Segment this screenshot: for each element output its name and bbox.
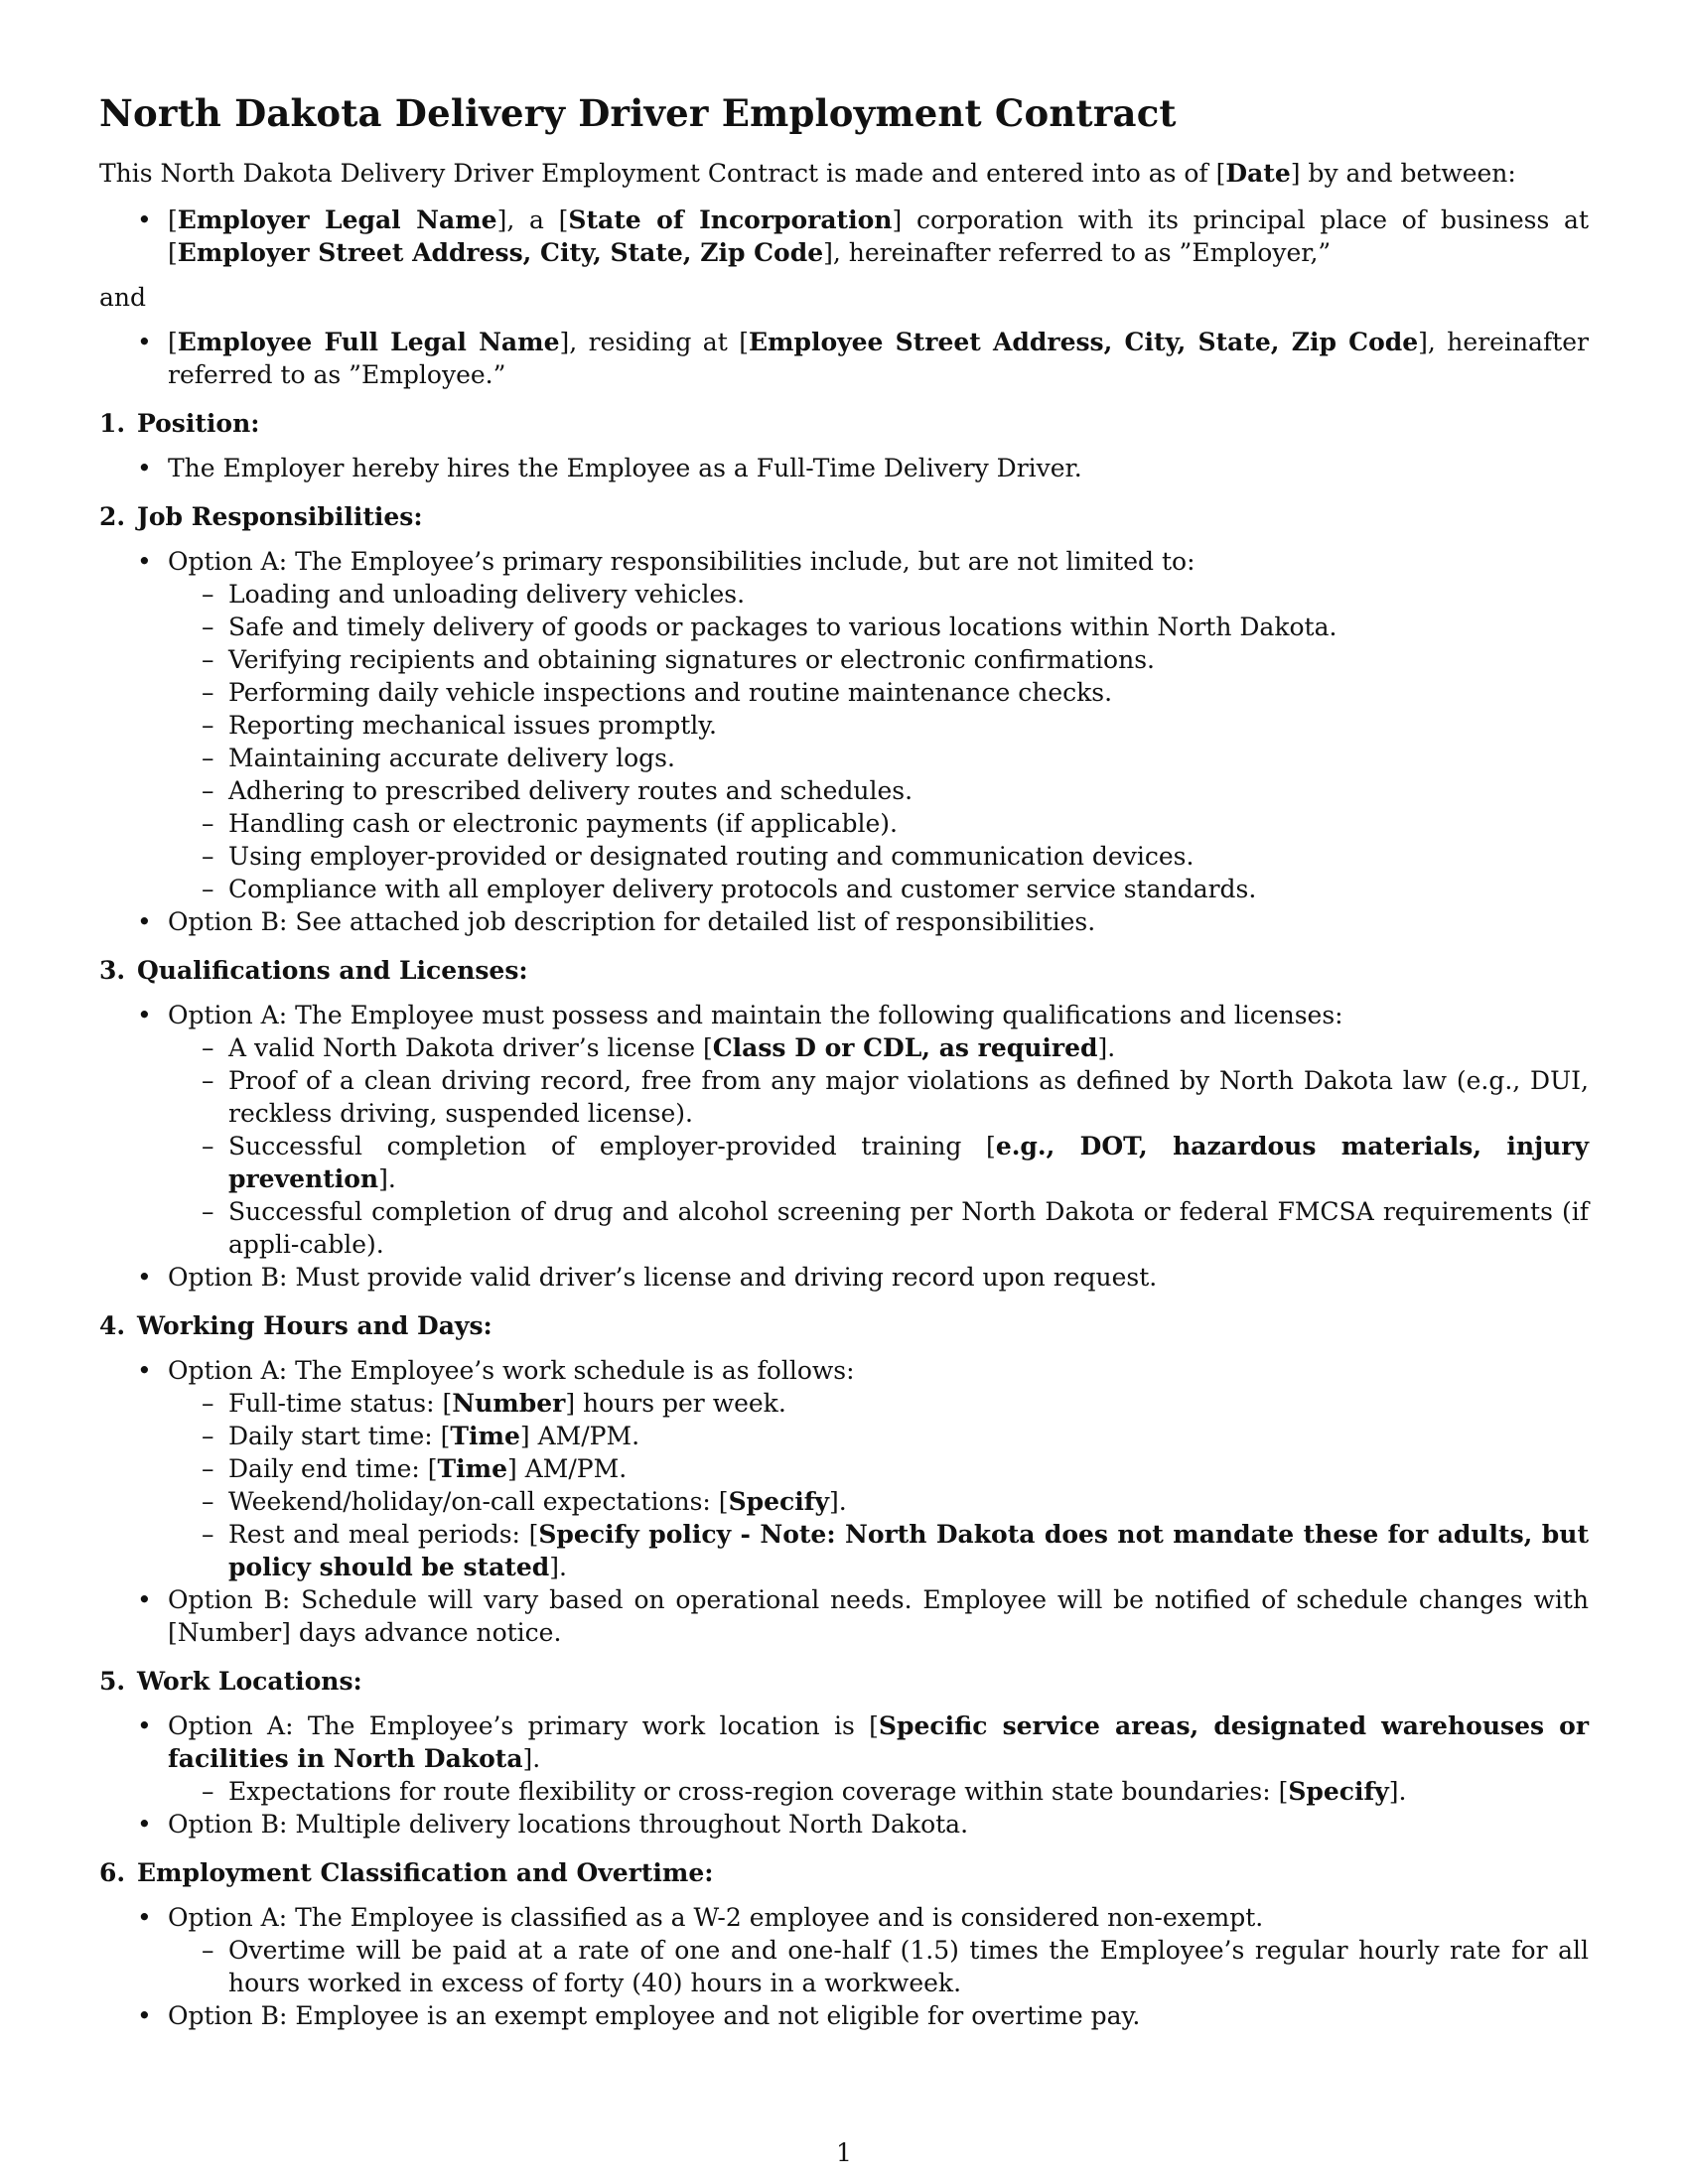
intro-text-end: ] by and between:: [1290, 159, 1516, 188]
dash-icon: –: [202, 842, 214, 871]
option-text: ].: [522, 1744, 541, 1773]
item-text: Verifying recipients and obtaining signatures or electronic confirmations.: [228, 645, 1155, 674]
bullet-icon: •: [137, 907, 152, 936]
state-placeholder: State of Incorporation: [568, 205, 893, 234]
list-item: [168, 1485, 1589, 1518]
dash-icon: –: [202, 1422, 214, 1450]
section-2-list: [99, 545, 1589, 938]
dash-icon: –: [202, 1520, 214, 1549]
section-title: Job Responsibilities:: [137, 502, 423, 531]
page-number: 1: [836, 2138, 852, 2167]
dash-icon: –: [202, 711, 214, 740]
bracket: [: [168, 205, 178, 234]
dash-icon: –: [202, 1033, 214, 1062]
section-number: 5.: [99, 1667, 126, 1696]
option-b: [99, 905, 1589, 938]
list-item: [168, 643, 1589, 676]
section-6-list: [99, 1901, 1589, 2032]
intro-text: This North Dakota Delivery Driver Employment Contract is made and entered into as of [: [99, 159, 1226, 188]
section-3-list: [99, 999, 1589, 1294]
section-number: 1.: [99, 409, 126, 438]
dash-icon: –: [202, 776, 214, 805]
document-title: North Dakota Delivery Driver Employment Contract: [99, 91, 1177, 135]
dash-icon: –: [202, 580, 214, 609]
item-text: Weekend/holiday/on-call expectations: [: [228, 1487, 729, 1516]
option-text: Option B: Multiple delivery locations throughout North Dakota.: [168, 1810, 969, 1839]
item-text: ].: [549, 1553, 567, 1581]
list-item: [168, 1518, 1589, 1583]
item-text: ] hours per week.: [565, 1389, 786, 1418]
intro-paragraph: [99, 157, 1589, 190]
item-text: Expectations for route flexibility or cross-region coverage within state boundaries: [: [228, 1777, 1289, 1806]
item-text: Proof of a clean driving record, free from any major violations as defined by North Dakota law (e.g., DUI, reckless driving, suspended license).: [228, 1066, 1589, 1128]
bullet-icon: •: [137, 1001, 152, 1029]
option-text: Option B: Employee is an exempt employee and not eligible for overtime pay.: [168, 2001, 1141, 2030]
list-item: [168, 807, 1589, 840]
section-heading: [99, 954, 1589, 987]
placeholder-text: Specific service areas, designated warehouses or facilities in North Dakota: [168, 1711, 1589, 1773]
item-text: Using employer-provided or designated routing and communication devices.: [228, 842, 1195, 871]
dash-icon: –: [202, 809, 214, 838]
date-placeholder: Date: [1225, 159, 1291, 188]
item-text: Daily end time: [: [228, 1454, 438, 1483]
option-b: [99, 1261, 1589, 1294]
responsibility-list: [168, 578, 1589, 905]
option-b: [99, 1999, 1589, 2032]
dash-icon: –: [202, 678, 214, 707]
bullet-icon: •: [137, 1711, 152, 1740]
list-item: [168, 676, 1589, 709]
section-heading: [99, 407, 1589, 440]
placeholder-text: e.g., DOT, hazardous materials, injury prevention: [228, 1132, 1589, 1193]
placeholder-text: Specify: [728, 1487, 830, 1516]
option-a: [99, 1354, 1589, 1583]
list-item: [168, 709, 1589, 742]
option-text: Option B: See attached job description for detailed list of responsibilities.: [168, 907, 1096, 936]
section-title: Qualifications and Licenses:: [137, 956, 528, 985]
item-text: Daily start time: [: [228, 1422, 451, 1450]
placeholder-text: Specify: [1288, 1777, 1389, 1806]
item-text: Handling cash or electronic payments (if applicable).: [228, 809, 898, 838]
list-item: [168, 578, 1589, 611]
option-text: Option B: Must provide valid driver’s license and driving record upon request.: [168, 1263, 1158, 1292]
option-a: [99, 1901, 1589, 1999]
placeholder-text: Class D or CDL, as required: [712, 1033, 1098, 1062]
list-item: [168, 742, 1589, 774]
employer-name-placeholder: Employer Legal Name: [177, 205, 497, 234]
list-item: [168, 774, 1589, 807]
item-text: ].: [829, 1487, 847, 1516]
dash-icon: –: [202, 1454, 214, 1483]
section-number: 4.: [99, 1311, 126, 1340]
option-text: Option A: The Employee’s primary responsibilities include, but are not limited to:: [168, 547, 1196, 576]
item-text: ].: [1388, 1777, 1407, 1806]
bullet-icon: •: [137, 1585, 152, 1614]
section-number: 6.: [99, 1858, 126, 1887]
bracket: [: [168, 328, 178, 356]
placeholder-text: Time: [437, 1454, 507, 1483]
dash-icon: –: [202, 1777, 214, 1806]
section-5-list: [99, 1709, 1589, 1841]
bullet-icon: •: [137, 205, 152, 234]
employer-party: [99, 204, 1589, 269]
section-number: 2.: [99, 502, 126, 531]
option-text: Option B: Schedule will vary based on operational needs. Employee will be notified of schedule changes with [Number] days advance notice.: [168, 1585, 1589, 1647]
item-text: ] AM/PM.: [507, 1454, 628, 1483]
section-number: 3.: [99, 956, 126, 985]
item-text: ] AM/PM.: [519, 1422, 640, 1450]
location-list: [168, 1775, 1589, 1808]
item-text: Maintaining accurate delivery logs.: [228, 744, 675, 772]
bullet-icon: •: [137, 1356, 152, 1385]
list-item: [168, 873, 1589, 905]
list-item: [168, 1775, 1589, 1808]
item-text: Rest and meal periods: [: [228, 1520, 539, 1549]
bullet-icon: •: [137, 1263, 152, 1292]
item-text: Full-time status: [: [228, 1389, 453, 1418]
item-text: Overtime will be paid at a rate of one and one-half (1.5) times the Employee’s regular hourly rate for all hours worked in excess of forty (40) hours in a workweek.: [228, 1936, 1589, 1997]
option-text: Option A: The Employee’s work schedule is as follows:: [168, 1356, 855, 1385]
and-connector: and: [99, 283, 147, 312]
section-title: Working Hours and Days:: [137, 1311, 492, 1340]
bullet-icon: •: [137, 547, 152, 576]
option-a: [99, 999, 1589, 1261]
option-b: [99, 1808, 1589, 1841]
option-text: Option A: The Employee is classified as a W-2 employee and is considered non-exempt.: [168, 1903, 1264, 1932]
option-b: [99, 1583, 1589, 1649]
option-a: [99, 1709, 1589, 1808]
dash-icon: –: [202, 1197, 214, 1226]
bullet-icon: •: [137, 1903, 152, 1932]
item-text: Safe and timely delivery of goods or packages to various locations within North Dakota.: [228, 613, 1337, 641]
option-text: Option A: The Employee’s primary work location is [: [168, 1711, 879, 1740]
dash-icon: –: [202, 1066, 214, 1095]
list-item: [168, 840, 1589, 873]
list-item: [168, 1420, 1589, 1452]
contract-page: [99, 91, 1589, 2034]
section-heading: [99, 500, 1589, 533]
section-heading: [99, 1856, 1589, 1889]
section-title: Employment Classification and Overtime:: [137, 1858, 714, 1887]
employer-party-list: [99, 204, 1589, 269]
dash-icon: –: [202, 1487, 214, 1516]
item-text: Successful completion of employer-provided training [: [228, 1132, 996, 1160]
employee-text: ], hereinafter referred to as ”Employee.”: [168, 328, 1589, 389]
bullet-icon: •: [137, 454, 152, 482]
bullet-icon: •: [137, 328, 152, 356]
list-item: [168, 1934, 1589, 1999]
employee-party-list: [99, 326, 1589, 391]
list-item: [168, 1064, 1589, 1130]
option-a: [99, 545, 1589, 905]
item-text: A valid North Dakota driver’s license [: [228, 1033, 713, 1062]
dash-icon: –: [202, 613, 214, 641]
item-text: ].: [378, 1164, 396, 1193]
employer-text: ], hereinafter referred to as ”Employer,”: [823, 238, 1332, 267]
section-heading: [99, 1665, 1589, 1698]
list-item: [168, 1452, 1589, 1485]
section-title: Work Locations:: [137, 1667, 362, 1696]
employer-address-placeholder: Employer Street Address, City, State, Zip Code: [177, 238, 824, 267]
option-text: Option A: The Employee must possess and maintain the following qualifications and licenses:: [168, 1001, 1343, 1029]
item-text: Loading and unloading delivery vehicles.: [228, 580, 746, 609]
bullet-icon: •: [137, 1810, 152, 1839]
section-1-list: [99, 452, 1589, 484]
placeholder-text: Number: [452, 1389, 566, 1418]
dash-icon: –: [202, 1936, 214, 1965]
overtime-list: [168, 1934, 1589, 1999]
employer-text: ], a [: [496, 205, 569, 234]
section-4-list: [99, 1354, 1589, 1649]
list-item: [168, 1031, 1589, 1064]
dash-icon: –: [202, 645, 214, 674]
list-item: [168, 1387, 1589, 1420]
employer-text: ] corporation with its principal place of business at [: [168, 205, 1589, 267]
item-text: ].: [1097, 1033, 1116, 1062]
qualification-list: [168, 1031, 1589, 1261]
employee-address-placeholder: Employee Street Address, City, State, Zip Code: [748, 328, 1419, 356]
item-text: Compliance with all employer delivery protocols and customer service standards.: [228, 875, 1257, 903]
dash-icon: –: [202, 1389, 214, 1418]
item-text: Performing daily vehicle inspections and routine maintenance checks.: [228, 678, 1113, 707]
employee-name-placeholder: Employee Full Legal Name: [177, 328, 560, 356]
placeholder-text: Time: [450, 1422, 520, 1450]
list-item: [168, 1130, 1589, 1195]
section-heading: [99, 1309, 1589, 1342]
dash-icon: –: [202, 875, 214, 903]
employee-party: [99, 326, 1589, 391]
section-title: Position:: [137, 409, 260, 438]
list-item: [168, 611, 1589, 643]
item-text: Successful completion of drug and alcohol screening per North Dakota or federal FMCSA requirements (if appli-cable).: [228, 1197, 1589, 1259]
schedule-list: [168, 1387, 1589, 1583]
dash-icon: –: [202, 744, 214, 772]
item-text: The Employer hereby hires the Employee as a Full-Time Delivery Driver.: [168, 454, 1082, 482]
list-item: [99, 452, 1589, 484]
dash-icon: –: [202, 1132, 214, 1160]
item-text: Adhering to prescribed delivery routes and schedules.: [228, 776, 914, 805]
list-item: [168, 1195, 1589, 1261]
item-text: Reporting mechanical issues promptly.: [228, 711, 718, 740]
bullet-icon: •: [137, 2001, 152, 2030]
employee-text: ], residing at [: [559, 328, 749, 356]
placeholder-text: Specify policy - Note: North Dakota does not mandate these for adults, but policy should be stated: [228, 1520, 1589, 1581]
